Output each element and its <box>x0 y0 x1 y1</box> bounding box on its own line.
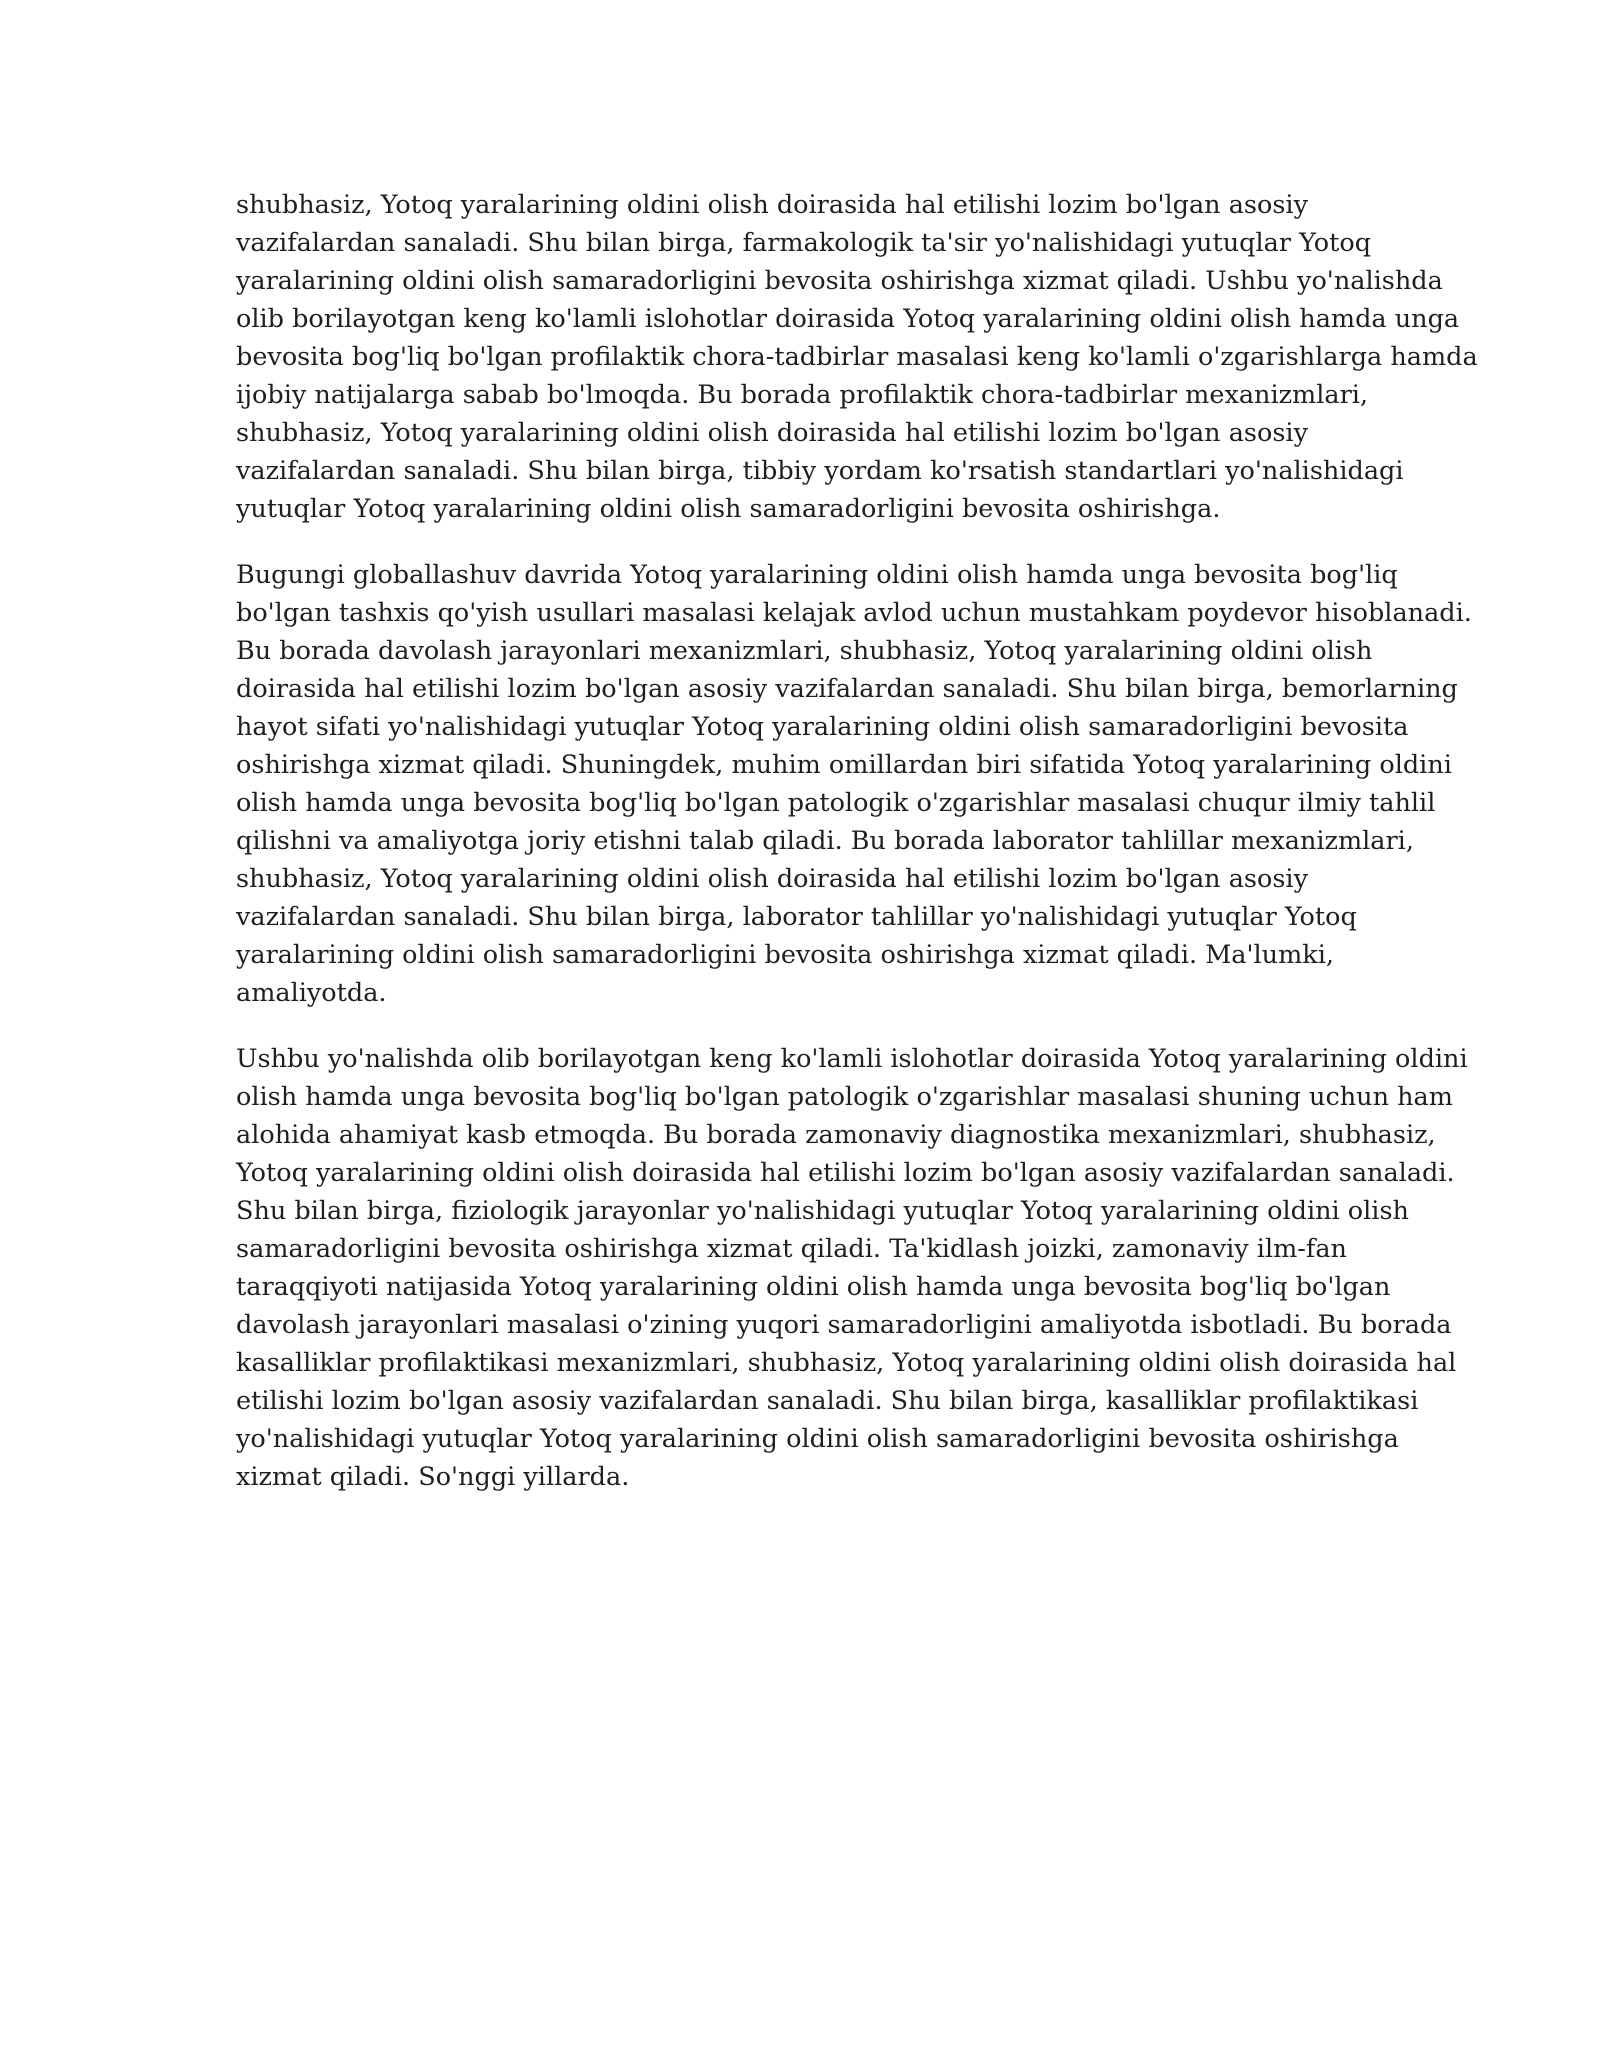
text-line: Shu bilan birga, fiziologik jarayonlar yo'nalishidagi yutuqlar Yotoq yaralarining oldini olish <box>236 1196 1409 1226</box>
text-line: yaralarining oldini olish samaradorligini bevosita oshirishga xizmat qiladi. Ushbu yo'nalishda <box>236 266 1443 296</box>
text-line: olish hamda unga bevosita bog'liq bo'lgan patologik o'zgarishlar masalasi chuqur ilmiy tahlil <box>236 788 1436 818</box>
text-line: taraqqiyoti natijasida Yotoq yaralarining oldini olish hamda unga bevosita bog'liq bo'lgan <box>236 1272 1391 1302</box>
text-line: samaradorligini bevosita oshirishga xizmat qiladi. Ta'kidlash joizki, zamonaviy ilm-fan <box>236 1234 1347 1264</box>
text-line: olish hamda unga bevosita bog'liq bo'lgan patologik o'zgarishlar masalasi shuning uchun ham <box>236 1082 1453 1112</box>
document-body <box>236 186 1478 1524</box>
text-line: vazifalardan sanaladi. Shu bilan birga, tibbiy yordam ko'rsatish standartlari yo'nalishidagi <box>236 456 1404 486</box>
text-line: Yotoq yaralarining oldini olish doirasida hal etilishi lozim bo'lgan asosiy vazifalardan sanaladi. <box>236 1158 1455 1188</box>
text-line: alohida ahamiyat kasb etmoqda. Bu borada zamonaviy diagnostika mexanizmlari, shubhasiz, <box>236 1120 1436 1150</box>
text-line: bevosita bog'liq bo'lgan profilaktik chora-tadbirlar masalasi keng ko'lamli o'zgarishlarga hamda <box>236 342 1478 372</box>
paragraph-1 <box>236 186 1478 528</box>
text-line: yaralarining oldini olish samaradorligini bevosita oshirishga xizmat qiladi. Ma'lumki, <box>236 940 1334 970</box>
text-line: yutuqlar Yotoq yaralarining oldini olish samaradorligini bevosita oshirishga. <box>236 494 1221 524</box>
text-line: vazifalardan sanaladi. Shu bilan birga, laborator tahlillar yo'nalishidagi yutuqlar Yotoq <box>236 902 1357 932</box>
paragraph-3 <box>236 1040 1468 1496</box>
text-line: hayot sifati yo'nalishidagi yutuqlar Yotoq yaralarining oldini olish samaradorligini bevosita <box>236 712 1409 742</box>
text-line: oshirishga xizmat qiladi. Shuningdek, muhim omillardan biri sifatida Yotoq yaralarining oldini <box>236 750 1452 780</box>
text-line: qilishni va amaliyotga joriy etishni talab qiladi. Bu borada laborator tahlillar mexanizmlari, <box>236 826 1414 856</box>
text-line: vazifalardan sanaladi. Shu bilan birga, farmakologik ta'sir yo'nalishidagi yutuqlar Yotoq <box>236 228 1372 258</box>
text-line: xizmat qiladi. So'nggi yillarda. <box>236 1462 630 1492</box>
text-line: shubhasiz, Yotoq yaralarining oldini olish doirasida hal etilishi lozim bo'lgan asosiy <box>236 190 1308 220</box>
text-line: Bugungi globallashuv davrida Yotoq yaralarining oldini olish hamda unga bevosita bog'liq <box>236 560 1398 590</box>
text-line: amaliyotda. <box>236 978 387 1008</box>
text-line: shubhasiz, Yotoq yaralarining oldini olish doirasida hal etilishi lozim bo'lgan asosiy <box>236 418 1308 448</box>
text-line: shubhasiz, Yotoq yaralarining oldini olish doirasida hal etilishi lozim bo'lgan asosiy <box>236 864 1308 894</box>
text-line: bo'lgan tashxis qo'yish usullari masalasi kelajak avlod uchun mustahkam poydevor hisoblanadi. <box>236 598 1472 628</box>
text-line: kasalliklar profilaktikasi mexanizmlari, shubhasiz, Yotoq yaralarining oldini olish doirasida hal <box>236 1348 1457 1378</box>
text-line: etilishi lozim bo'lgan asosiy vazifalardan sanaladi. Shu bilan birga, kasalliklar profilaktikasi <box>236 1386 1419 1416</box>
text-line: yo'nalishidagi yutuqlar Yotoq yaralarining oldini olish samaradorligini bevosita oshirishga <box>236 1424 1399 1454</box>
text-line: Ushbu yo'nalishda olib borilayotgan keng ko'lamli islohotlar doirasida Yotoq yaralarining oldini <box>236 1044 1468 1074</box>
paragraph-2 <box>236 556 1472 1012</box>
text-line: doirasida hal etilishi lozim bo'lgan asosiy vazifalardan sanaladi. Shu bilan birga, bemorlarning <box>236 674 1458 704</box>
text-line: Bu borada davolash jarayonlari mexanizmlari, shubhasiz, Yotoq yaralarining oldini olish <box>236 636 1373 666</box>
text-line: ijobiy natijalarga sabab bo'lmoqda. Bu borada profilaktik chora-tadbirlar mexanizmlari, <box>236 380 1369 410</box>
text-line: olib borilayotgan keng ko'lamli islohotlar doirasida Yotoq yaralarining oldini olish hamda unga <box>236 304 1460 334</box>
text-line: davolash jarayonlari masalasi o'zining yuqori samaradorligini amaliyotda isbotladi. Bu borada <box>236 1310 1452 1340</box>
